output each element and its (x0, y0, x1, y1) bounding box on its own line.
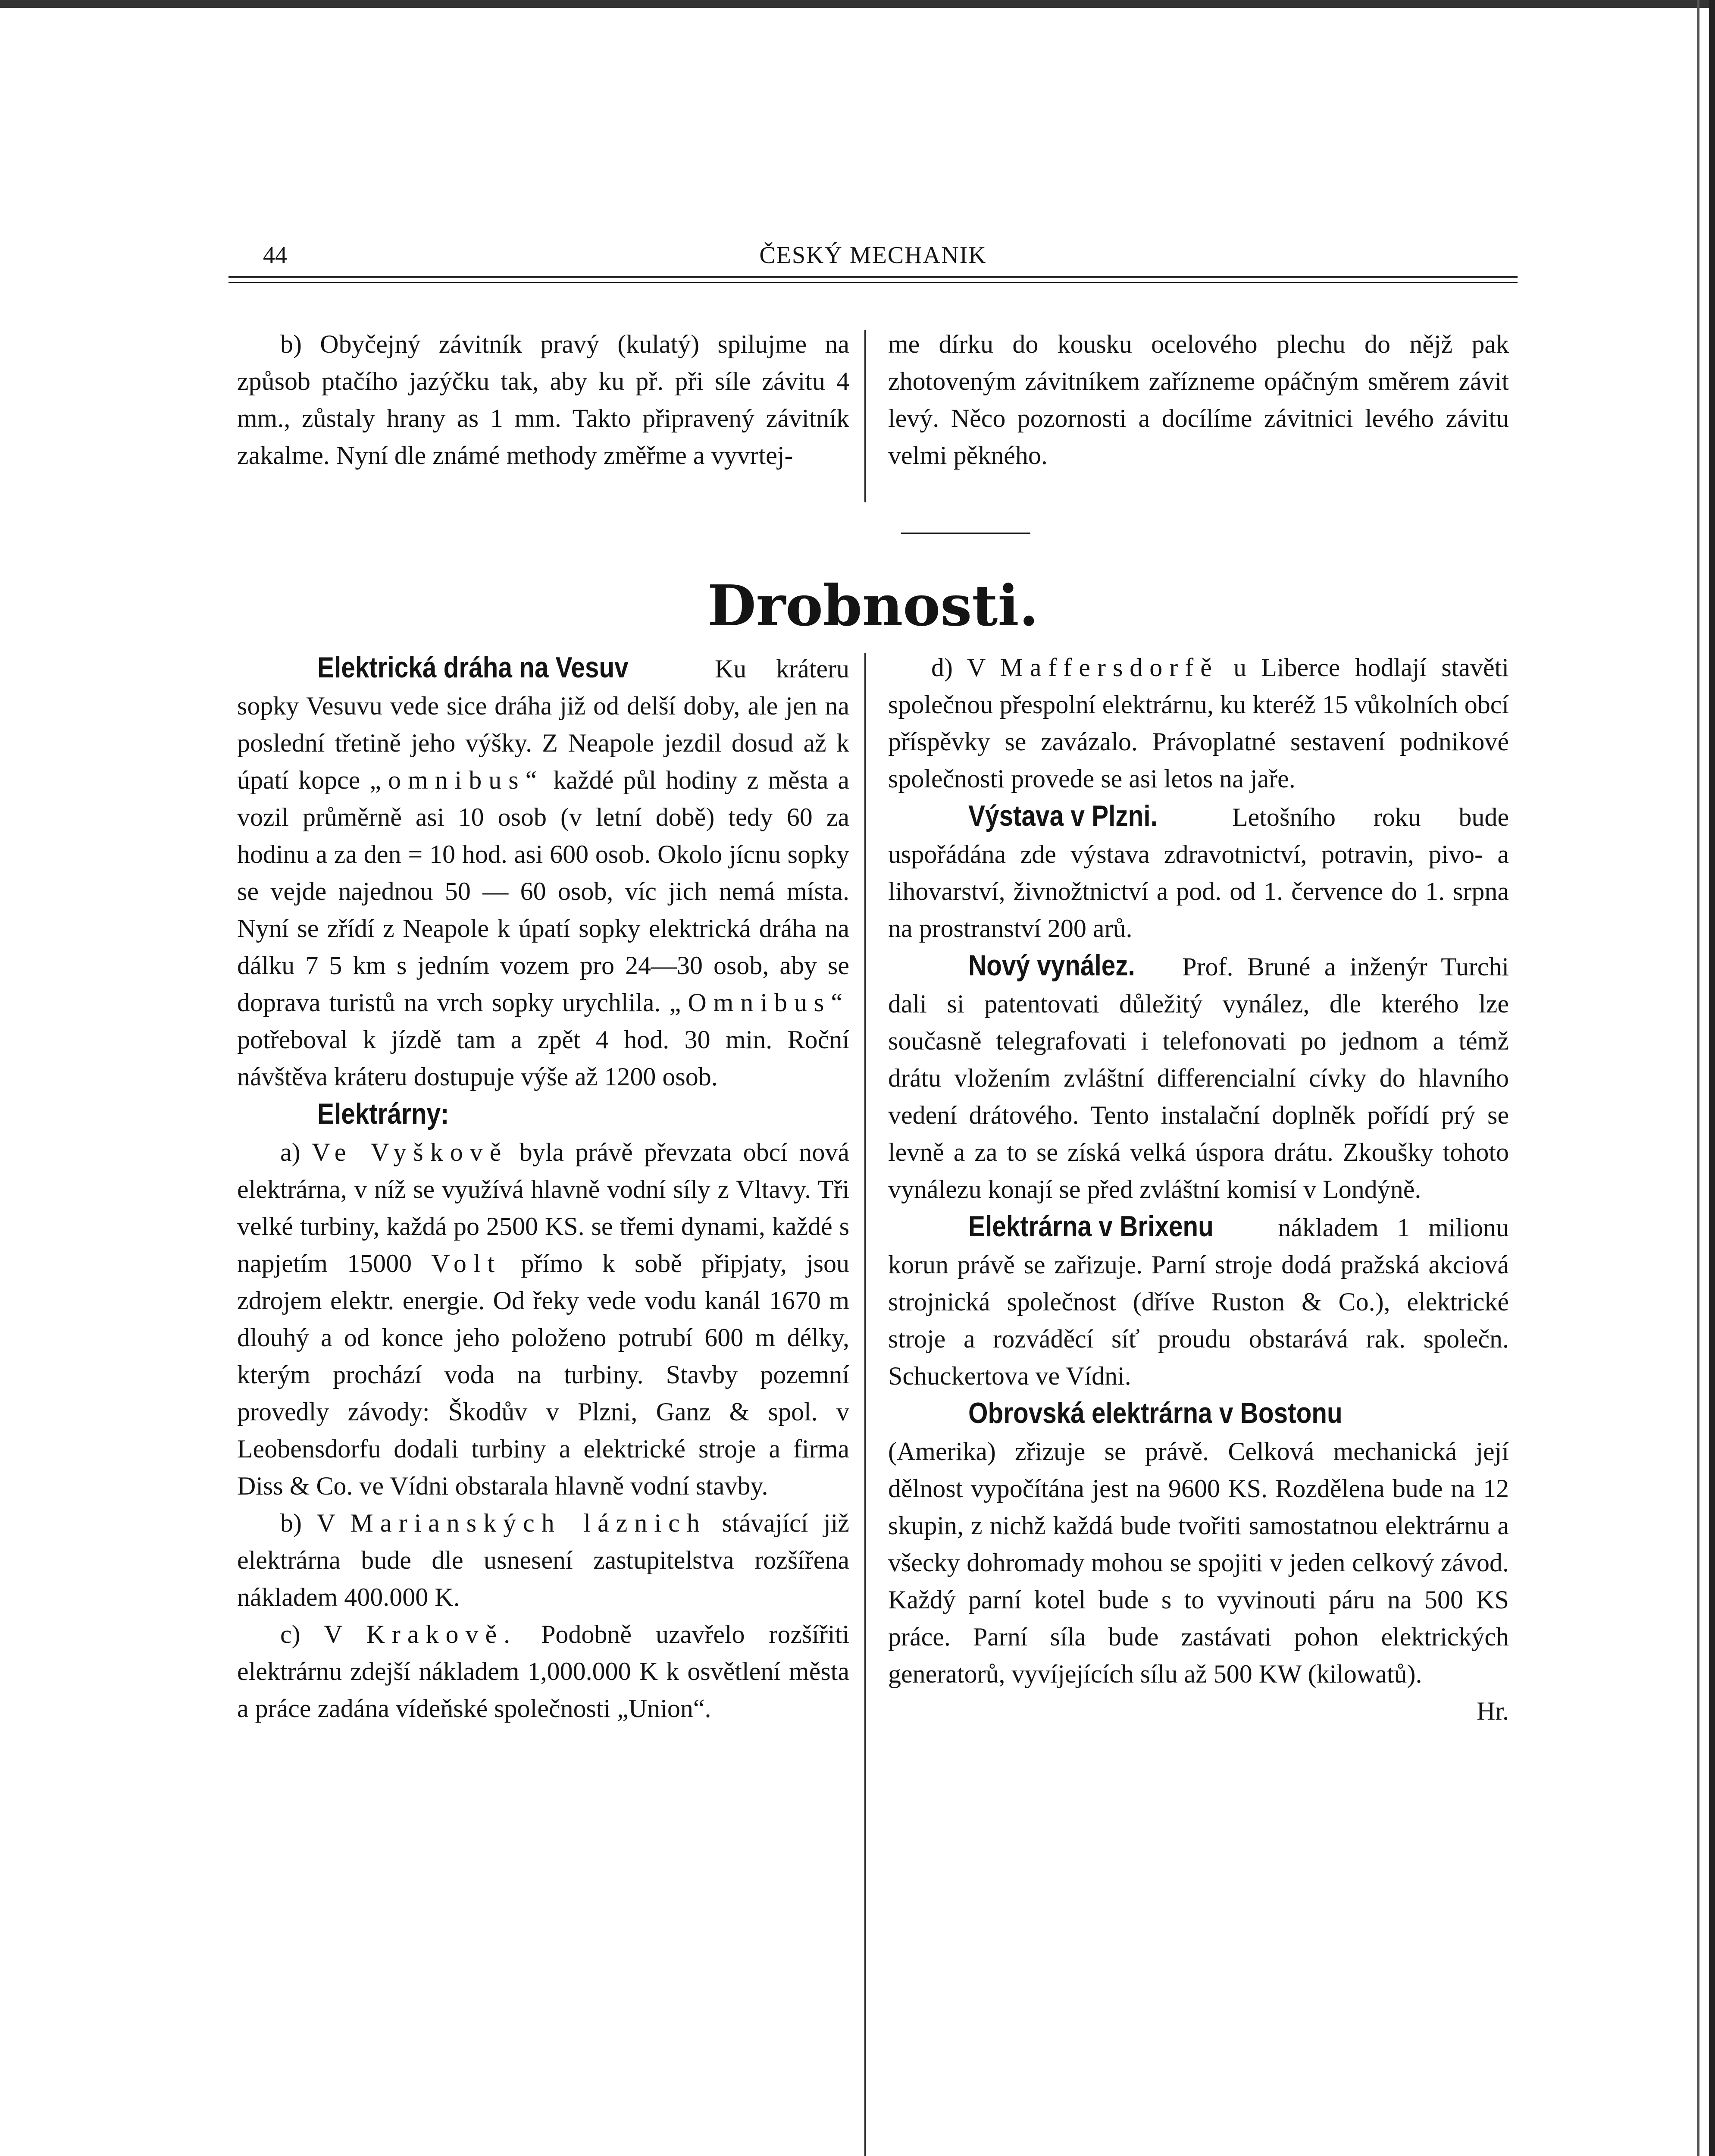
scan-right-edge-inner (1697, 0, 1699, 2156)
item-a-text: byla právě převzata obcí nová elektrárna, v níž se využívá hlavně vodní síly z Vltavy. Tři velké turbiny, každá po 2500 KS. se třemi dynami, každé s napjetím 15000 (237, 1138, 849, 1278)
vynalez-article (888, 947, 1509, 1208)
item-c-text: Podobně uzavřelo rozšířiti elektrárnu zdejší nákladem 1,000.000 K k osvětlení města a práce zadána vídeňské společnosti „Union“. (237, 1620, 850, 1723)
header-rule (228, 276, 1518, 283)
item-c-place: Krakově. (366, 1620, 517, 1648)
plzen-text: Letošního roku bude uspořádána zde výstava zdravotnictví, potravin, pivo- a lihovarství, živnožtnictví a pod. od 1. července do 1. srpna na prostranství 200 arů. (888, 803, 1509, 943)
omnibus-word-2: „Omnibus“ (669, 988, 849, 1017)
drobnosti-column-divider (864, 653, 866, 2156)
item-c-lead: c) V (280, 1620, 342, 1648)
journal-title: ČESKÝ MECHANIK (759, 242, 987, 269)
brixen-heading: Elektrárna v Brixenu (968, 1210, 1214, 1243)
scan-top-edge (0, 0, 1715, 8)
drobnosti-title: Drobnosti. (707, 573, 1039, 639)
section-separator (901, 533, 1030, 534)
elektrarny-item-c (237, 1616, 849, 1727)
item-a-place: Ve Vyškově (312, 1138, 508, 1166)
intro-column-divider (864, 330, 866, 502)
vesuv-article (237, 649, 849, 1095)
plzen-heading: Výstava v Plzni. (968, 799, 1158, 832)
item-b-lead: b) V (280, 1509, 335, 1537)
elektrarny-item-a (237, 1134, 849, 1504)
item-d-place: Maffersdorfě (1000, 653, 1219, 682)
vesuv-text-1: Ku kráteru sopky Vesuvu vede sice dráha již od delší doby, ale jen na poslední třetině jeho výšky. Z Neapole jezdil dosud až k úpatí kopce (237, 655, 849, 794)
item-b-text: stávající již elektrárna bude dle usnesení zastupitelstva rozšířena nákladem 400.000 K. (237, 1509, 850, 1611)
brixen-article (888, 1208, 1509, 1395)
boston-text: (Amerika) zřizuje se právě. Celková mechanická její dělnost vypočítána jest na 9600 KS. Rozdělena bude na 12 skupin, z nichž každá bude tvořiti samostatnou elektrárnu a všecky dohromady mohou se spojiti v jeden celkový závod. Každý parní kotel bude s to vyvinouti páru na 500 KS práce. Parní síla bude zastávati pohon elektrických generatorů, vyvíjejících sílu až 500 KW (kilowatů). (888, 1437, 1509, 1688)
intro-left-text: b) Obyčejný závitník pravý (kulatý) spilujme na způsob ptačího jazýčku tak, aby ku př. při síle závitu 4 mm., zůstaly hrany as 1 mm. Takto připravený závitník zakalme. Nyní dle známé methody změřme a vyvrtej- (237, 330, 849, 470)
intro-right-text: me dírku do kousku ocelového plechu do nějž pak zhotoveným závitníkem zařízneme opáčným směrem závit levý. Něco pozornosti a docílíme závitnici levého závitu velmi pěkného. (888, 330, 1509, 470)
drobnosti-right-column (888, 649, 1509, 1730)
elektrarny-heading-line (237, 1095, 849, 1134)
maffersdorf-item (888, 649, 1509, 797)
intro-left-column (237, 326, 849, 474)
item-b-place: Marianských láznich (350, 1509, 707, 1537)
item-d-lead: d) V (931, 653, 986, 682)
item-d-text: u Liberce hodlají stavěti společnou přespolní elektrárnu, ku kteréž 15 vůkolních obcí příspěvky se zavázalo. Právoplatné sestavení podnikové společnosti provede se asi letos na jaře. (888, 653, 1509, 793)
vesuv-heading: Elektrická dráha na Vesuv (317, 651, 629, 684)
running-head (228, 241, 1518, 280)
boston-heading: Obrovská elektrárna v Bostonu (968, 1397, 1343, 1429)
brixen-text: nákladem 1 milionu korun právě se zařizuje. Parní stroje dodá pražská akciová strojnická společnost (dříve Ruston & Co.), elektrické stroje a rozváděcí síť proudu obstarává rak. společn. Schuckertova ve Vídni. (888, 1213, 1509, 1390)
drobnosti-left-column (237, 649, 849, 1727)
item-a-volt: Volt (431, 1249, 502, 1278)
item-a-lead: a) (280, 1138, 300, 1166)
intro-right-column (888, 326, 1509, 474)
boston-article (888, 1395, 1509, 1692)
journal-page (228, 233, 1518, 2156)
elektrarny-heading: Elektrárny: (317, 1097, 449, 1130)
vynalez-text: Prof. Bruné a inženýr Turchi dali si patentovati důležitý vynález, dle kterého lze současně telegrafovati i telefonovati po jednom a témž drátu vložením zvláštní differencialní cívky do hlavního vedení drátového. Tento instalační doplněk pořídí prý se levně a za to se získá velká úspora drátu. Zkoušky tohoto vynálezu konají se před zvláštní komisí v Londýně. (888, 953, 1509, 1203)
plzen-article (888, 797, 1509, 947)
item-a-text-2: přímo k sobě připjaty, jsou zdrojem elektr. energie. Od řeky vede vodu kanál 1670 m dlouhý a od konce jeho položeno potrubí 600 m délky, kterým prochází voda na turbiny. Stavby pozemní provedly závody: Škodův v Plzni, Ganz & spol. v Leobensdorfu dodali turbiny a elektrické stroje a firma Diss & Co. ve Vídni obstarala hlavně vodní stavby. (237, 1249, 849, 1500)
signature: Hr. (1477, 1697, 1509, 1725)
vesuv-text-3: potřeboval k jízdě tam a zpět 4 hod. 30 min. Roční návštěva kráteru dostupuje výše až 1200 osob. (237, 1025, 849, 1091)
omnibus-word: „omnibus“ (369, 766, 544, 794)
vynalez-heading: Nový vynález. (968, 949, 1135, 982)
vesuv-text-2: každé půl hodiny z města a vozil průměrně asi 10 osob (v letní době) tedy 60 za hodinu a za den = 10 hod. asi 600 osob. Okolo jícnu sopky se vejde najednou 50 — 60 osob, víc jich nemá místa. Nyní se zřídí z Neapole k úpatí sopky elektrická dráha na dálku 7 5 km s jedním vozem pro 24—30 osob, aby se doprava turistů na vrch sopky urychlila. (237, 766, 849, 1017)
page-number: 44 (263, 242, 287, 269)
scan-right-edge (1709, 0, 1715, 2156)
elektrarny-item-b (237, 1504, 849, 1616)
